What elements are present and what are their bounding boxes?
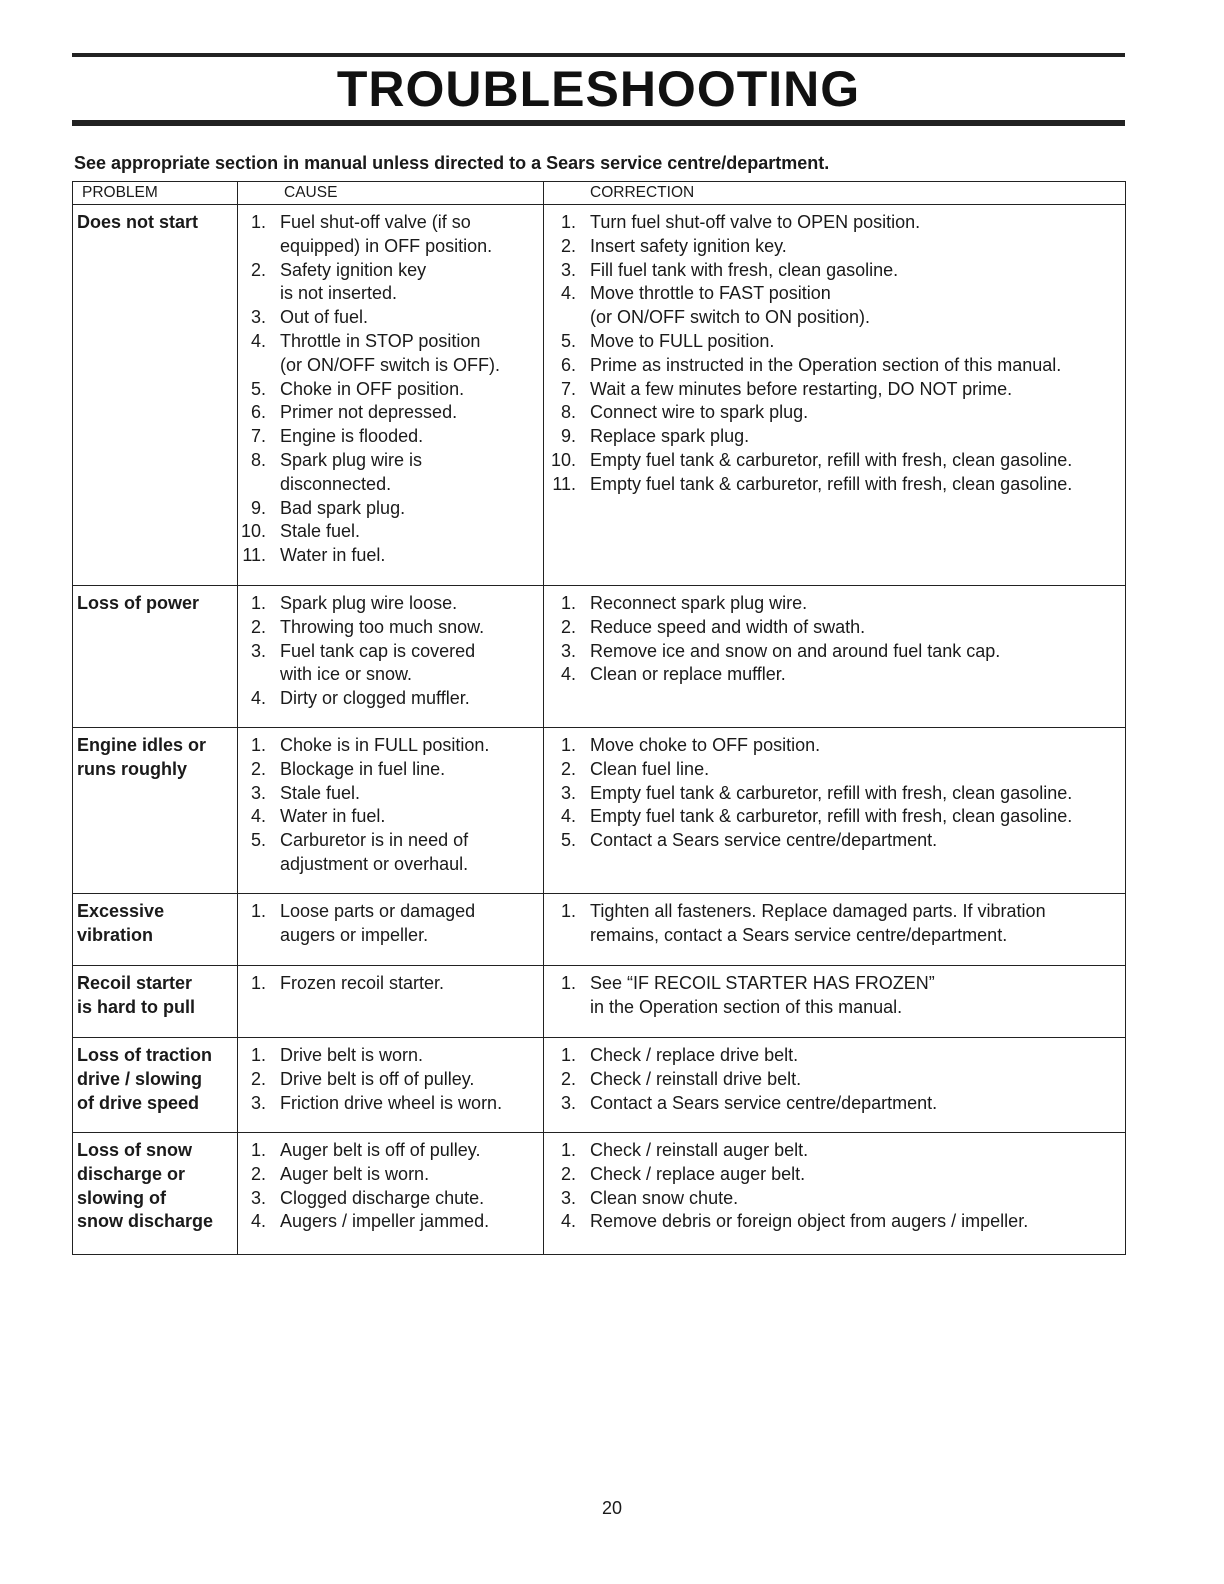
item-text: Auger belt is worn. — [280, 1163, 430, 1184]
cause-cell — [238, 205, 544, 586]
cause-item — [238, 805, 543, 829]
cause-cell — [238, 894, 544, 966]
header-cause: CAUSE — [238, 182, 544, 205]
item-text: Insert safety ignition key. — [590, 235, 787, 256]
item-number: 1. — [250, 1140, 266, 1160]
item-text: Frozen recoil starter. — [280, 973, 445, 993]
item-number: 3. — [560, 782, 576, 803]
cause-item — [238, 900, 543, 948]
item-number: 6. — [560, 354, 576, 375]
correction-item — [544, 211, 1125, 235]
item-text: Check / reinstall auger belt. — [590, 1140, 809, 1160]
item-text: Water in fuel. — [280, 806, 386, 827]
item-text: Check / reinstall drive belt. — [590, 1068, 802, 1089]
cause-item — [238, 497, 543, 521]
problem-text: Recoil starter is hard to pull — [77, 973, 196, 1017]
item-number: 5. — [560, 830, 576, 851]
correction-item — [544, 354, 1125, 378]
correction-cell — [544, 894, 1126, 966]
correction-item — [544, 900, 1125, 948]
problem-cell — [73, 1038, 238, 1133]
item-text: Blockage in fuel line. — [280, 758, 446, 779]
item-text: Move to FULL position. — [590, 330, 775, 351]
item-text: Empty fuel tank & carburetor, refill with fresh, clean gasoline. — [590, 449, 1073, 470]
item-text: Augers / impeller jammed. — [280, 1211, 490, 1232]
cause-item — [238, 520, 543, 544]
problem-cell — [73, 728, 238, 894]
correction-item — [544, 805, 1125, 829]
item-text: Check / replace auger belt. — [590, 1163, 806, 1184]
cause-item — [238, 449, 543, 497]
cause-item — [238, 1187, 543, 1211]
item-number: 9. — [560, 426, 576, 447]
item-number: 5. — [250, 830, 266, 851]
cause-item — [238, 544, 543, 568]
item-text: Remove debris or foreign object from augers / impeller. — [590, 1211, 1029, 1232]
item-text: Empty fuel tank & carburetor, refill with fresh, clean gasoline. — [590, 806, 1073, 827]
title-rule-bottom — [72, 120, 1125, 126]
item-number: 4. — [560, 806, 576, 827]
item-text: Primer not depressed. — [280, 402, 458, 423]
correction-item — [544, 1187, 1125, 1211]
cause-item — [238, 259, 543, 307]
item-number: 7. — [250, 426, 266, 447]
correction-cell — [544, 205, 1126, 586]
correction-cell — [544, 586, 1126, 728]
correction-item — [544, 663, 1125, 687]
cause-item — [238, 1163, 543, 1187]
item-number: 2. — [560, 235, 576, 256]
title-rule-top — [72, 53, 1125, 57]
item-text: Out of fuel. — [280, 307, 369, 328]
cause-item — [238, 425, 543, 449]
item-text: Auger belt is off of pulley. — [280, 1140, 481, 1160]
problem-cell — [73, 966, 238, 1038]
item-text: Clogged discharge chute. — [280, 1187, 485, 1208]
item-number: 2. — [250, 758, 266, 779]
cause-item — [238, 1044, 543, 1068]
table-body — [73, 205, 1126, 1255]
cause-item — [238, 1210, 543, 1234]
item-text: Drive belt is worn. — [280, 1045, 424, 1065]
item-number: 4. — [560, 283, 576, 304]
item-text: Tighten all fasteners. Replace damaged parts. If vibration remains, contact a Sears service centre/department. — [590, 901, 1046, 945]
correction-cell — [544, 1038, 1126, 1133]
item-text: Reduce speed and width of swath. — [590, 616, 866, 637]
correction-item — [544, 330, 1125, 354]
correction-item — [544, 829, 1125, 853]
correction-item — [544, 1044, 1125, 1068]
cause-item — [238, 378, 543, 402]
item-text: Empty fuel tank & carburetor, refill with fresh, clean gasoline. — [590, 782, 1073, 803]
item-text: Spark plug wire is disconnected. — [280, 449, 423, 494]
item-text: Fuel tank cap is covered with ice or snow. — [280, 640, 476, 685]
item-number: 1. — [250, 1045, 266, 1065]
correction-item — [544, 449, 1125, 473]
item-number: 1. — [250, 593, 266, 613]
item-number: 2. — [560, 758, 576, 779]
cause-item — [238, 330, 543, 378]
item-number: 2. — [250, 259, 266, 280]
table-row — [73, 205, 1126, 586]
correction-item — [544, 616, 1125, 640]
item-text: Engine is flooded. — [280, 426, 424, 447]
header-problem: PROBLEM — [73, 182, 238, 205]
problem-cell — [73, 586, 238, 728]
item-text: Check / replace drive belt. — [590, 1045, 799, 1065]
item-number: 1. — [560, 1045, 576, 1065]
intro-note: See appropriate section in manual unless directed to a Sears service centre/department. — [74, 153, 830, 173]
cause-item — [238, 401, 543, 425]
item-text: Stale fuel. — [280, 521, 361, 542]
item-number: 7. — [560, 378, 576, 399]
item-number: 3. — [560, 259, 576, 280]
correction-item — [544, 1163, 1125, 1187]
table-row — [73, 966, 1126, 1038]
item-number: 4. — [250, 806, 266, 827]
correction-item — [544, 592, 1125, 616]
item-text: Friction drive wheel is worn. — [280, 1092, 503, 1113]
item-text: Reconnect spark plug wire. — [590, 593, 808, 613]
page-title: TROUBLESHOOTING — [336, 61, 861, 117]
table-row — [73, 1133, 1126, 1255]
item-number: 1. — [560, 901, 576, 921]
item-number: 11. — [242, 545, 266, 566]
correction-item — [544, 758, 1125, 782]
item-text: Loose parts or damaged augers or impeller. — [280, 901, 476, 945]
correction-item — [544, 378, 1125, 402]
item-number: 3. — [250, 1092, 266, 1113]
problem-text: Loss of traction drive / slowing of drive speed — [77, 1045, 213, 1113]
item-text: Move throttle to FAST position (or ON/OFF switch to ON position). — [590, 283, 871, 328]
correction-item — [544, 282, 1125, 330]
cause-item — [238, 782, 543, 806]
correction-cell — [544, 966, 1126, 1038]
table-row — [73, 728, 1126, 894]
problem-cell — [73, 894, 238, 966]
cause-item — [238, 1092, 543, 1116]
cause-cell — [238, 1038, 544, 1133]
cause-item — [238, 972, 543, 996]
item-text: Choke in OFF position. — [280, 378, 465, 399]
correction-cell — [544, 1133, 1126, 1255]
cause-item — [238, 616, 543, 640]
item-text: Fuel shut-off valve (if so equipped) in OFF position. — [280, 212, 493, 256]
item-text: Contact a Sears service centre/department. — [590, 1092, 938, 1113]
cause-cell — [238, 1133, 544, 1255]
item-number: 3. — [250, 782, 266, 803]
item-number: 4. — [560, 1211, 576, 1232]
item-number: 2. — [560, 1163, 576, 1184]
problem-text: Engine idles or runs roughly — [77, 735, 207, 779]
troubleshooting-table — [72, 181, 1126, 1255]
item-text: Clean snow chute. — [590, 1187, 739, 1208]
correction-item — [544, 473, 1125, 497]
item-number: 4. — [250, 330, 266, 351]
item-number: 1. — [560, 1140, 576, 1160]
cause-cell — [238, 728, 544, 894]
item-number: 3. — [560, 1187, 576, 1208]
item-number: 4. — [250, 1211, 266, 1232]
item-text: Throwing too much snow. — [280, 616, 485, 637]
item-number: 5. — [250, 378, 266, 399]
cause-item — [238, 592, 543, 616]
correction-item — [544, 1210, 1125, 1234]
correction-item — [544, 401, 1125, 425]
cause-cell — [238, 966, 544, 1038]
table-header-row — [73, 182, 1126, 205]
item-text: Wait a few minutes before restarting, DO NOT prime. — [590, 378, 1013, 399]
cause-item — [238, 640, 543, 688]
item-number: 10. — [240, 521, 266, 542]
item-text: Turn fuel shut-off valve to OPEN position. — [590, 212, 921, 232]
correction-item — [544, 1092, 1125, 1116]
cause-item — [238, 687, 543, 711]
cause-item — [238, 211, 543, 259]
table-row — [73, 586, 1126, 728]
item-number: 3. — [250, 1187, 266, 1208]
correction-cell — [544, 728, 1126, 894]
item-number: 1. — [560, 593, 576, 613]
cause-item — [238, 306, 543, 330]
problem-text: Does not start — [77, 212, 199, 232]
item-number: 11. — [552, 473, 576, 494]
page-number: 20 — [601, 1498, 623, 1518]
problem-text: Loss of power — [77, 593, 200, 613]
item-text: Drive belt is off of pulley. — [280, 1068, 475, 1089]
item-text: Connect wire to spark plug. — [590, 402, 809, 423]
item-text: Dirty or clogged muffler. — [280, 688, 470, 709]
table-row — [73, 1038, 1126, 1133]
item-number: 10. — [550, 449, 576, 470]
problem-cell — [73, 205, 238, 586]
correction-item — [544, 1139, 1125, 1163]
problem-text: Excessive vibration — [77, 901, 165, 945]
correction-item — [544, 640, 1125, 664]
cause-item — [238, 1139, 543, 1163]
correction-item — [544, 734, 1125, 758]
item-text: Replace spark plug. — [590, 426, 750, 447]
item-number: 2. — [560, 616, 576, 637]
item-text: Clean or replace muffler. — [590, 664, 786, 685]
header-correction: CORRECTION — [544, 182, 1126, 205]
item-text: Prime as instructed in the Operation section of this manual. — [590, 354, 1062, 375]
correction-item — [544, 235, 1125, 259]
correction-item — [544, 259, 1125, 283]
item-number: 1. — [250, 901, 266, 921]
item-text: Clean fuel line. — [590, 758, 710, 779]
item-number: 1. — [250, 973, 266, 993]
item-number: 2. — [250, 1163, 266, 1184]
item-text: Spark plug wire loose. — [280, 593, 458, 613]
item-number: 2. — [250, 1068, 266, 1089]
item-text: Throttle in STOP position (or ON/OFF switch is OFF). — [280, 330, 500, 375]
item-number: 1. — [560, 735, 576, 755]
correction-item — [544, 425, 1125, 449]
item-text: Carburetor is in need of adjustment or overhaul. — [280, 830, 469, 874]
cause-item — [238, 1068, 543, 1092]
problem-text: Loss of snow discharge or slowing of snow discharge — [77, 1140, 214, 1232]
item-text: See “IF RECOIL STARTER HAS FROZEN” in the Operation section of this manual. — [590, 973, 935, 1017]
item-text: Water in fuel. — [280, 545, 386, 566]
item-number: 6. — [250, 402, 266, 423]
item-number: 1. — [250, 735, 266, 755]
correction-item — [544, 782, 1125, 806]
item-text: Safety ignition key is not inserted. — [280, 259, 427, 304]
item-number: 8. — [560, 402, 576, 423]
item-number: 3. — [250, 307, 266, 328]
cause-item — [238, 758, 543, 782]
item-number: 4. — [250, 688, 266, 709]
item-text: Fill fuel tank with fresh, clean gasoline. — [590, 259, 899, 280]
item-number: 5. — [560, 330, 576, 351]
item-number: 2. — [560, 1068, 576, 1089]
item-text: Remove ice and snow on and around fuel tank cap. — [590, 640, 1001, 661]
item-text: Move choke to OFF position. — [590, 735, 821, 755]
item-number: 9. — [250, 497, 266, 518]
table-row — [73, 894, 1126, 966]
item-number: 4. — [560, 664, 576, 685]
cause-item — [238, 734, 543, 758]
item-number: 1. — [250, 212, 266, 232]
item-number: 3. — [560, 1092, 576, 1113]
item-text: Stale fuel. — [280, 782, 361, 803]
item-text: Contact a Sears service centre/department. — [590, 830, 938, 851]
item-text: Bad spark plug. — [280, 497, 406, 518]
correction-item — [544, 1068, 1125, 1092]
cause-cell — [238, 586, 544, 728]
cause-item — [238, 829, 543, 877]
item-number: 1. — [560, 973, 576, 993]
item-text: Empty fuel tank & carburetor, refill with fresh, clean gasoline. — [590, 473, 1073, 494]
correction-item — [544, 972, 1125, 1020]
item-number: 3. — [250, 640, 266, 661]
item-number: 3. — [560, 640, 576, 661]
item-number: 2. — [250, 616, 266, 637]
item-number: 1. — [560, 212, 576, 232]
item-text: Choke is in FULL position. — [280, 735, 490, 755]
item-number: 8. — [250, 449, 266, 470]
problem-cell — [73, 1133, 238, 1255]
